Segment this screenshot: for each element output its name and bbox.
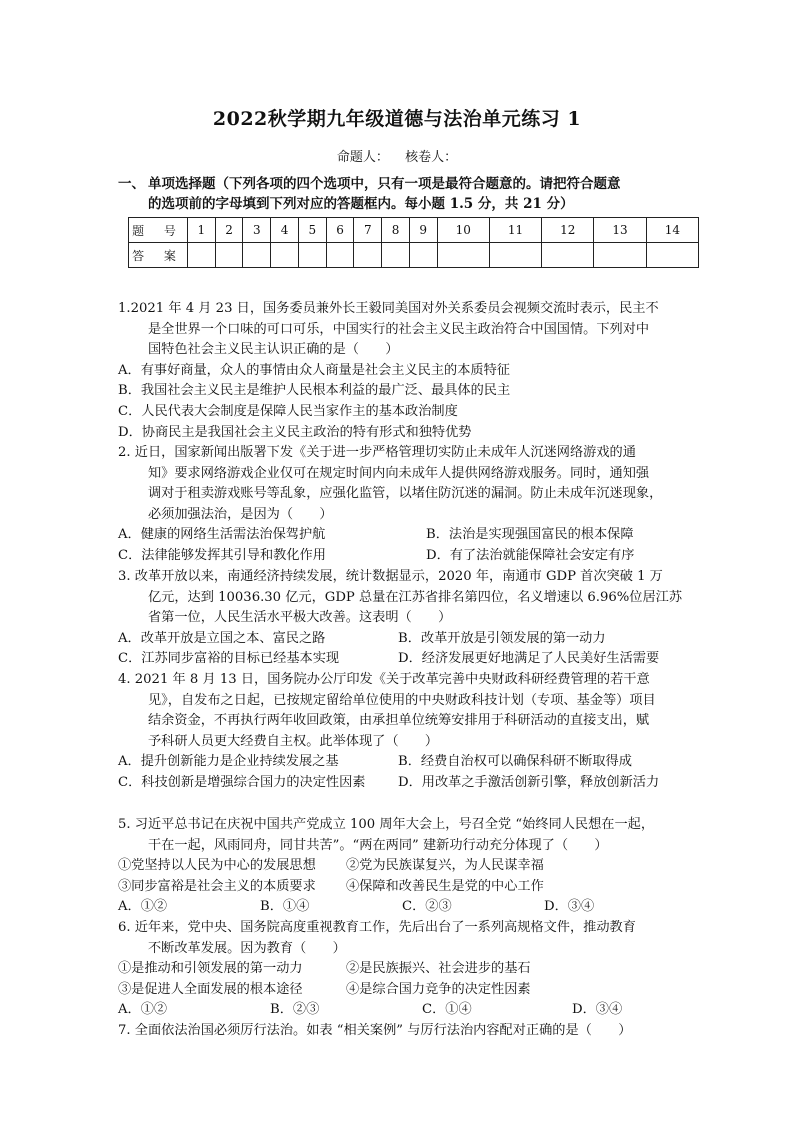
answer-cell[interactable] [646, 243, 698, 268]
option-row [118, 525, 684, 546]
section-heading-line-1: 单项选择题（下列各项的四个选项中，只有一项是最符合题意的。请把符合题意 [148, 176, 621, 192]
option-row [118, 1000, 684, 1021]
option-a: A．健康的网络生活需法治保驾护航 [118, 527, 326, 543]
question-text: 1.2021 年 4 月 23 日，国务委员兼外长王毅同美国对外关系委员会视频交流时表示，民主不 [118, 301, 659, 316]
question-1 [118, 299, 684, 443]
question-text: 干在一起，风雨同舟，同甘共苦”。“两在两同” 建新功行动充分体现了（ ） [148, 837, 608, 853]
question-number-cell: 8 [382, 218, 410, 243]
answer-cell[interactable] [188, 243, 216, 268]
option-c: C．科技创新是增强综合国力的决定性因素 [118, 774, 366, 790]
option-d: D．经济发展更好地满足了人民美好生活需要 [398, 651, 660, 667]
section-heading [118, 174, 708, 214]
question-text: 予科研人员更大经费自主权。此举体现了（ ） [148, 733, 439, 749]
statement-2: ②是民族振兴、社会进步的基石 [346, 961, 531, 977]
option-a: A．①② [118, 1002, 168, 1018]
option-row [118, 546, 684, 567]
option-c: C．②③ [402, 899, 452, 915]
option-d: D．③④ [544, 899, 595, 915]
statement-1: ①党坚持以人民为中心的发展思想 [118, 858, 316, 874]
question-7 [118, 1021, 684, 1042]
question-text: 7. 全面依法治国必须厉行法治。如表 “相关案例” 与厉行法治内容配对正确的是（ ） [118, 1023, 632, 1038]
statement-4: ④保障和改善民生是党的中心工作 [346, 878, 544, 894]
question-number-cell: 2 [215, 218, 243, 243]
authors-line [0, 146, 794, 165]
option-row [118, 773, 684, 794]
question-number-cell: 7 [354, 218, 382, 243]
question-number-label: 题 号 [129, 218, 188, 243]
option-d: D．③④ [572, 1002, 623, 1018]
question-number-cell: 9 [409, 218, 437, 243]
option-a: A．提升创新能力是企业持续发展之基 [118, 754, 339, 770]
option-c: C．人民代表大会制度是保障人民当家作主的基本政治制度 [118, 403, 458, 419]
answer-cell[interactable] [409, 243, 437, 268]
setter-label: 命题人： [336, 150, 389, 165]
answer-cell[interactable] [489, 243, 541, 268]
question-number-cell: 6 [326, 218, 354, 243]
answer-cell[interactable] [298, 243, 326, 268]
answer-cell[interactable] [594, 243, 646, 268]
option-b: B．②③ [270, 1002, 320, 1018]
option-a: A．①② [118, 899, 168, 915]
statement-row [118, 980, 684, 1001]
answer-cell[interactable] [215, 243, 243, 268]
option-c: C．法律能够发挥其引导和教化作用 [118, 547, 326, 563]
option-row [118, 629, 684, 650]
answer-label: 答 案 [129, 243, 188, 268]
question-text: 2. 近日，国家新闻出版署下发《关于进一步严格管理切实防止未成年人沉迷网络游戏的通 [118, 445, 636, 460]
answer-table-answer-row [129, 243, 699, 268]
question-4 [118, 670, 684, 794]
option-d: D．用改革之手激活创新引擎，释放创新活力 [398, 774, 660, 790]
answer-cell[interactable] [326, 243, 354, 268]
option-b: B．经费自治权可以确保科研不断取得成 [398, 754, 632, 770]
answer-cell[interactable] [542, 243, 594, 268]
statement-row [118, 856, 684, 877]
question-text: 必须加强法治，是因为（ ） [148, 506, 333, 522]
question-number-cell: 10 [437, 218, 489, 243]
question-text: 亿元，达到 10036.30 亿元，GDP 总量在江苏省排名第四位，名义增速以 6.96%位居江苏 [148, 589, 683, 605]
question-5 [118, 815, 684, 918]
answer-cell[interactable] [437, 243, 489, 268]
question-text: 6. 近年来，党中央、国务院高度重视教育工作，先后出台了一系列高规格文件，推动教育 [118, 920, 636, 935]
question-number-cell: 11 [489, 218, 541, 243]
question-number-cell: 13 [594, 218, 646, 243]
question-text: 国特色社会主义民主认识正确的是（ ） [148, 342, 399, 358]
question-text: 见》，自发布之日起，已按规定留给单位使用的中央财政科技计划（专项、基金等）项目 [148, 692, 656, 708]
question-text: 结余资金，不再执行两年收回政策，由承担单位统筹安排用于科研活动的直接支出，赋 [148, 713, 650, 729]
option-a: A．改革开放是立国之本、富民之路 [118, 630, 326, 646]
reviewer-label: 核卷人： [405, 150, 458, 165]
section-number: 一、 [118, 176, 145, 192]
statement-3: ③同步富裕是社会主义的本质要求 [118, 878, 316, 894]
question-number-cell: 14 [646, 218, 698, 243]
question-text: 5. 习近平总书记在庆祝中国共产党成立 100 周年大会上，号召全党 “始终同人民想在一起， [118, 817, 655, 832]
option-b: B．改革开放是引领发展的第一动力 [398, 630, 606, 646]
option-d: D．协商民主是我国社会主义民主政治的特有形式和独特优势 [118, 424, 472, 440]
option-c: C．江苏同步富裕的目标已经基本实现 [118, 651, 340, 667]
statement-4: ④是综合国力竞争的决定性因素 [346, 981, 531, 997]
option-b: B．我国社会主义民主是维护人民根本利益的最广泛、最具体的民主 [118, 383, 511, 399]
question-text: 是全世界一个口味的可口可乐，中国实行的社会主义民主政治符合中国国情。下列对中 [148, 321, 650, 337]
question-text: 调对于租卖游戏账号等乱象，应强化监管，以堵住防沉迷的漏洞。防止未成年沉迷现象， [148, 486, 663, 502]
statement-3: ③是促进人全面发展的根本途径 [118, 981, 303, 997]
statement-row [118, 959, 684, 980]
question-2 [118, 443, 684, 567]
question-number-cell: 1 [188, 218, 216, 243]
statement-row [118, 877, 684, 898]
option-d: D．有了法治就能保障社会安定有序 [426, 547, 635, 563]
option-a: A．有事好商量，众人的事情由众人商量是社会主义民主的本质特征 [118, 362, 510, 378]
question-number-cell: 12 [542, 218, 594, 243]
question-text: 3. 改革开放以来，南通经济持续发展，统计数据显示，2020 年，南通市 GDP 首次突破 1 万 [118, 569, 663, 584]
answer-table [128, 217, 699, 268]
question-number-cell: 5 [298, 218, 326, 243]
answer-table-number-row [129, 218, 699, 243]
question-text: 知》要求网络游戏企业仅可在规定时间内向未成年人提供网络游戏服务。同时，通知强 [148, 465, 650, 481]
option-row [118, 649, 684, 670]
section-heading-line-2: 的选项前的字母填到下列对应的答题框内。每小题 1.5 分，共 21 分） [148, 196, 574, 212]
answer-cell[interactable] [271, 243, 299, 268]
question-3 [118, 567, 684, 670]
question-text: 4. 2021 年 8 月 13 日，国务院办公厅印发《关于改革完善中央财政科研经费管理的若干意 [118, 672, 650, 687]
statement-2: ②党为民族谋复兴，为人民谋幸福 [346, 858, 544, 874]
page-title: 2022秋学期九年级道德与法治单元练习 1 [212, 108, 582, 130]
answer-cell[interactable] [382, 243, 410, 268]
statement-1: ①是推动和引领发展的第一动力 [118, 961, 303, 977]
question-text: 不断改革发展。因为教育（ ） [148, 940, 346, 956]
option-row [118, 897, 684, 918]
question-text: 省第一位，人民生活水平极大改善。这表明（ ） [148, 610, 452, 626]
option-b: B．法治是实现强国富民的根本保障 [426, 527, 634, 543]
option-c: C．①④ [422, 1002, 472, 1018]
option-row [118, 752, 684, 773]
answer-cell[interactable] [243, 243, 271, 268]
question-number-cell: 3 [243, 218, 271, 243]
question-number-cell: 4 [271, 218, 299, 243]
question-6 [118, 918, 684, 1021]
option-b: B．①④ [260, 899, 310, 915]
answer-cell[interactable] [354, 243, 382, 268]
